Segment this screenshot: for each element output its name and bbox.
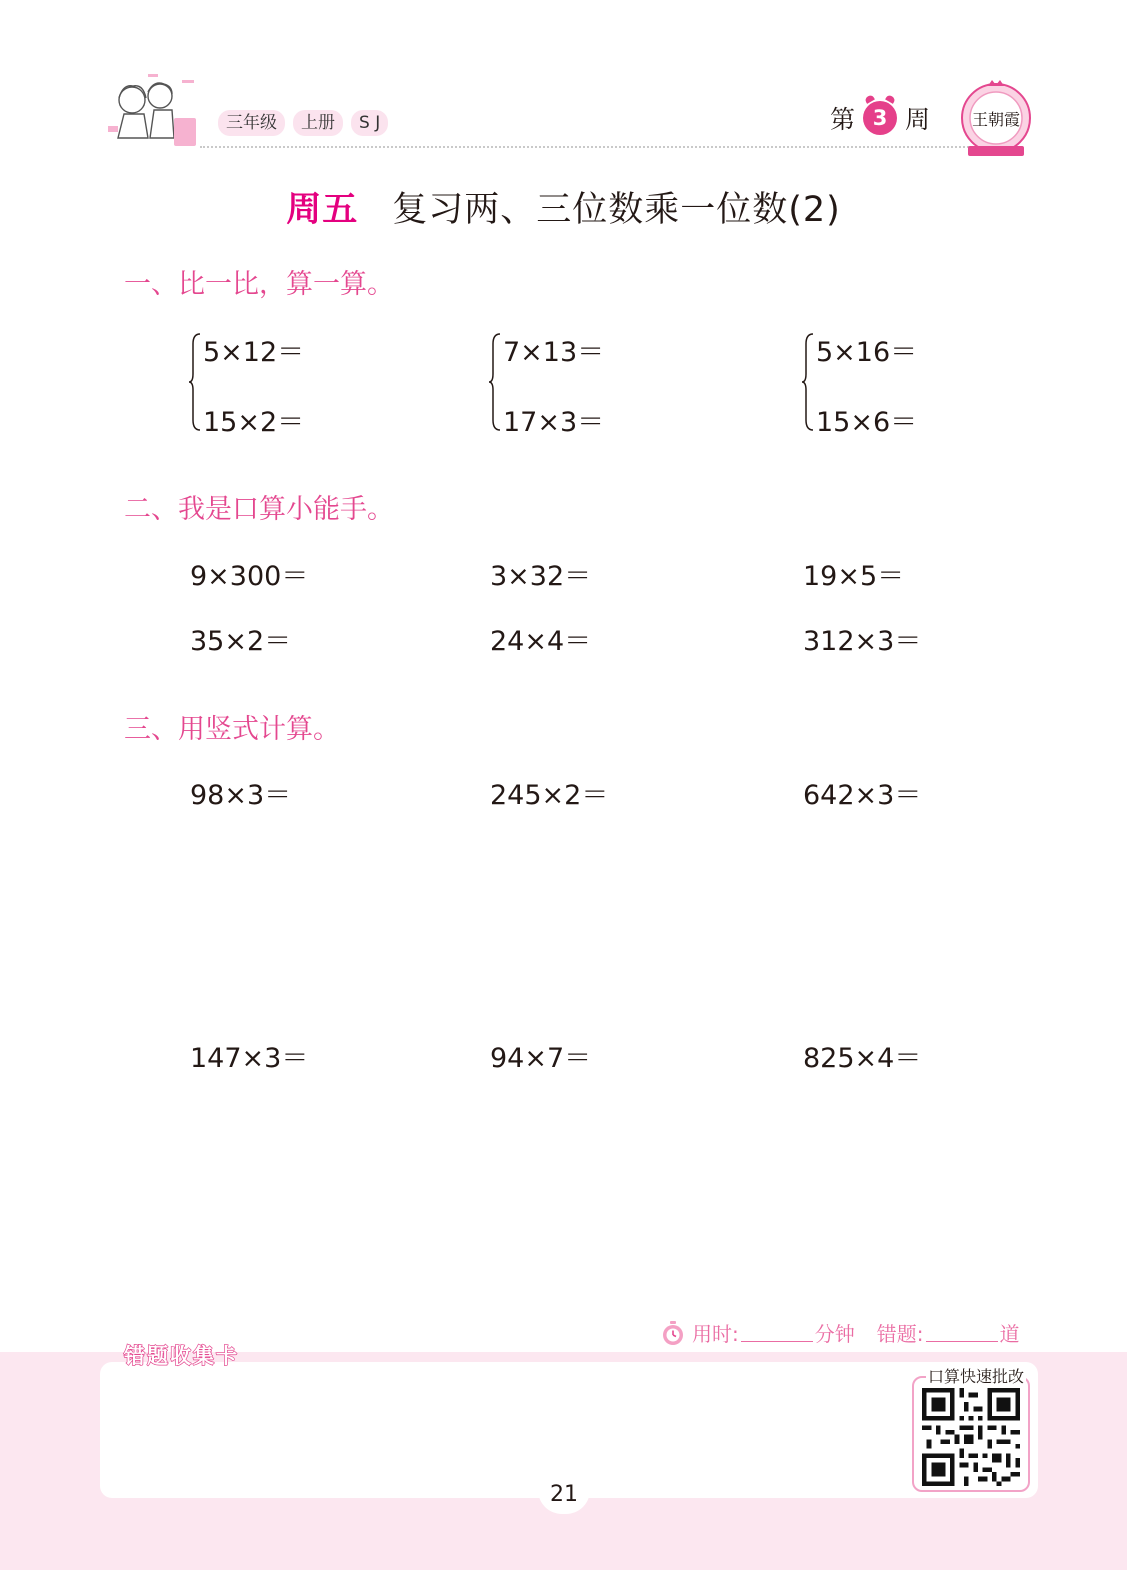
brace-icon (488, 332, 502, 432)
grade-tag: 三年级 (218, 110, 285, 136)
time-unit: 分钟 (814, 1322, 855, 1346)
compare-problem: 15×6＝ (816, 407, 918, 438)
section3-heading: 三、用竖式计算。 (124, 714, 340, 745)
brand-seal-logo (958, 78, 1034, 160)
mental-math-problem: 3×32＝ (490, 561, 592, 592)
time-blank[interactable] (741, 1324, 813, 1342)
vertical-calc-problem: 245×2＝ (490, 780, 609, 811)
vertical-calc-problem: 147×3＝ (190, 1043, 309, 1074)
compare-problem: 5×16＝ (816, 337, 918, 368)
week-number-clock-icon: 3 (863, 101, 897, 135)
week-indicator (830, 100, 930, 136)
time-errors-record (660, 1318, 1020, 1347)
compare-problem: 15×2＝ (203, 407, 305, 438)
mental-math-problem: 312×3＝ (803, 626, 922, 657)
stopwatch-icon (660, 1320, 686, 1346)
title-day: 周五 (286, 190, 359, 230)
mental-math-problem: 19×5＝ (803, 561, 905, 592)
vertical-calc-problem: 642×3＝ (803, 780, 922, 811)
vertical-calc-problem: 94×7＝ (490, 1043, 592, 1074)
brand-name: 王朝霞 (971, 110, 1021, 129)
time-label: 用时: (692, 1322, 739, 1346)
header-divider (200, 146, 980, 148)
mental-math-problem: 24×4＝ (490, 626, 592, 657)
errors-unit: 道 (999, 1322, 1020, 1346)
kids-illustration (104, 70, 208, 156)
errors-blank[interactable] (926, 1324, 998, 1342)
mental-math-problem: 9×300＝ (190, 561, 309, 592)
volume-tag: 上册 (293, 110, 343, 136)
week-suffix: 周 (905, 105, 931, 134)
vertical-calc-problem: 825×4＝ (803, 1043, 922, 1074)
qr-code-icon[interactable] (922, 1388, 1020, 1486)
page-number: 21 (550, 1482, 578, 1507)
brace-icon (801, 332, 815, 432)
errors-label: 错题: (876, 1322, 924, 1346)
compare-problem: 5×12＝ (203, 337, 305, 368)
collect-card-label: 错题收集卡 (124, 1344, 239, 1368)
page-title (0, 182, 1127, 232)
qr-caption: 口算快速批改 (926, 1364, 1026, 1387)
edition-tag: S J (351, 110, 388, 136)
mental-math-problem: 35×2＝ (190, 626, 292, 657)
brace-icon (188, 332, 202, 432)
title-text: 复习两、三位数乘一位数(2) (392, 190, 841, 230)
section2-heading: 二、我是口算小能手。 (124, 494, 394, 525)
week-prefix: 第 (830, 105, 856, 134)
compare-problem: 7×13＝ (503, 337, 605, 368)
compare-problem: 17×3＝ (503, 407, 605, 438)
section1-heading: 一、比一比，算一算。 (124, 269, 394, 300)
vertical-calc-problem: 98×3＝ (190, 780, 292, 811)
